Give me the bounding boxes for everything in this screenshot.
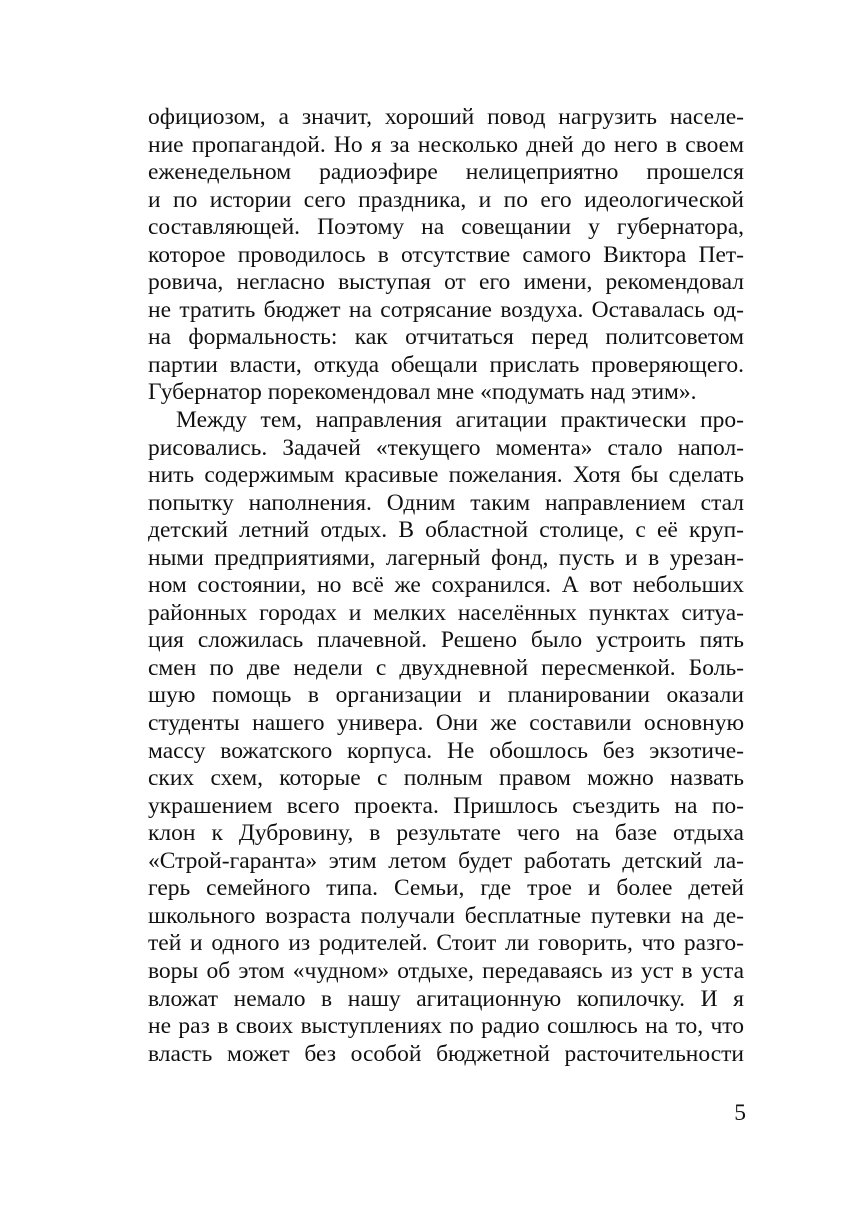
text-line: герь семейного типа. Семьи, где трое и более детей [148,875,744,902]
text-line: Губернатор порекомендовал мне «подумать над этим». [148,379,697,406]
text-line: рисовались. Задачей «текущего момента» стало напол- [148,434,744,461]
text-line: Между тем, направления агитации практически про- [176,407,744,434]
text-line: ских схем, которые с полным правом можно назвать [148,765,744,792]
text-line: украшением всего проекта. Пришлось съездить на по- [148,792,744,819]
text-line: еженедельном радиоэфире нелицеприятно прошелся [148,159,744,186]
body-text [148,104,744,1068]
text-line: ровича, негласно выступая от его имени, рекомендовал [148,269,744,296]
text-line: районных городах и мелких населённых пунктах ситуа- [148,599,744,626]
text-line: шую помощь в организации и планировании оказали [148,682,744,709]
text-line: детский летний отдых. В областной столице, с её круп- [148,517,744,544]
text-line: и по истории сего праздника, и по его идеологической [148,186,744,213]
text-line: попытку наполнения. Одним таким направлением стал [148,489,744,516]
text-line: не раз в своих выступлениях по радио сошлюсь на то, что [148,1013,744,1040]
text-line: составляющей. Поэтому на совещании у губернатора, [148,214,744,241]
text-line: ция сложилась плачевной. Решено было устроить пять [148,627,744,654]
text-line: не тратить бюджет на сотрясание воздуха. Оставалась од- [148,296,744,323]
text-line: вложат немало в нашу агитационную копилочку. И я [148,985,744,1012]
text-line: которое проводилось в отсутствие самого Виктора Пет- [148,241,744,268]
text-line: «Строй-гаранта» этим летом будет работать детский ла- [148,847,744,874]
text-line: на формальность: как отчитаться перед политсоветом [148,324,744,351]
text-line: воры об этом «чудном» отдыхе, передаваясь из уст в уста [148,957,744,984]
text-line: партии власти, откуда обещали прислать проверяющего. [148,351,744,378]
text-line: ными предприятиями, лагерный фонд, пусть и в урезан- [148,544,744,571]
text-line: официозом, а значит, хороший повод нагрузить населе- [148,104,744,130]
text-line: клон к Дубровину, в результате чего на базе отдыха [148,820,744,847]
text-line: нить содержимым красивые пожелания. Хотя бы сделать [148,462,744,489]
text-line: тей и одного из родителей. Стоит ли говорить, что разго- [148,930,744,957]
text-line: массу вожатского корпуса. Не обошлось без экзотиче- [148,737,744,764]
text-line: студенты нашего универа. Они же составили основную [148,710,744,737]
text-line: школьного возраста получали бесплатные путевки на де- [148,902,744,929]
text-line: смен по две недели с двухдневной пересменкой. Боль- [148,654,744,681]
page-number: 5 [734,1100,746,1126]
text-line: власть может без особой бюджетной расточительности [148,1040,744,1067]
text-line: ном состоянии, но всё же сохранился. А вот небольших [148,572,744,599]
text-line: ние пропагандой. Но я за несколько дней до него в своем [148,131,744,158]
